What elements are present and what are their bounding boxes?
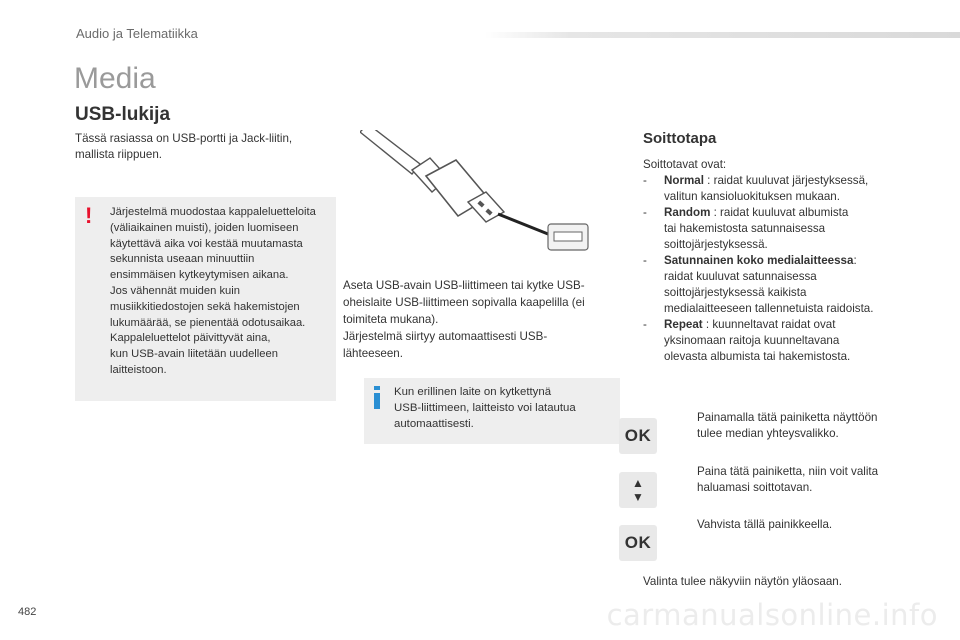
desc-line: Painamalla tätä painiketta näyttöön: [697, 411, 878, 424]
ok-label: OK: [624, 533, 652, 552]
mode-name: Satunnainen koko medialaitteessa: [664, 254, 854, 267]
mode-name: Repeat: [664, 318, 703, 331]
mode-name: Random: [664, 206, 711, 219]
list-dash: -: [643, 254, 647, 267]
list-item: [643, 173, 893, 205]
warning-line: (väliaikainen muisti), joiden luomiseen: [110, 221, 299, 234]
selection-note: Valinta tulee näkyviin näytön yläosaan.: [643, 575, 842, 588]
ok-confirm-button-icon[interactable]: [619, 525, 657, 561]
desc-line: Vahvista tällä painikkeella.: [697, 518, 833, 531]
arrow-down-icon: ▼: [632, 490, 644, 504]
running-header: Audio ja Telematiikka: [76, 26, 198, 41]
connect-instructions: [343, 277, 623, 362]
list-dash: -: [643, 206, 647, 219]
ok-confirm-description: [697, 517, 897, 533]
warning-line: käytettävä aika voi kestää muutamasta: [110, 237, 303, 250]
list-item: [643, 317, 893, 365]
watermark: carmanualsonline.info: [606, 598, 938, 632]
exclamation-icon: !: [85, 203, 93, 228]
list-item: [643, 253, 893, 317]
connect-line: toimiteta mukana).: [343, 313, 439, 326]
section-heading-playmode: Soittotapa: [643, 130, 717, 147]
arrows-button-description: [697, 464, 897, 496]
warning-line: ensimmäisen kytkeytymisen aikana.: [110, 269, 289, 282]
warning-line: sekunnista useaan minuuttiin: [110, 253, 255, 266]
warning-text: [110, 205, 334, 379]
warning-line: laitteistoon.: [110, 363, 167, 376]
connect-line: Järjestelmä siirtyy automaattisesti USB-: [343, 330, 548, 343]
mode-desc: : kuunneltavat raidat ovat: [702, 318, 836, 331]
desc-line: tulee median yhteysvalikko.: [697, 427, 839, 440]
warning-line: musiikkitiedostojen sekä hakemistojen: [110, 300, 300, 313]
warning-line: lukumäärää, se pienentää odotusaikaa.: [110, 316, 306, 329]
connect-line: Aseta USB-avain USB-liittimeen tai kytke USB-: [343, 279, 585, 292]
warning-line: Järjestelmä muodostaa kappaleluetteloita: [110, 206, 316, 218]
warning-line: Kappaleluettelot päivittyvät aina,: [110, 332, 271, 345]
info-line: Kun erillinen laite on kytkettynä: [394, 386, 552, 398]
usb-intro: [75, 131, 335, 163]
usb-intro-line: mallista riippuen.: [75, 148, 162, 161]
mode-desc: soittojärjestyksessä.: [664, 238, 768, 251]
connect-line: lähteeseen.: [343, 347, 403, 360]
up-down-arrows-button-icon[interactable]: [619, 472, 657, 508]
mode-desc: soittojärjestyksessä kaikista: [664, 286, 807, 299]
list-item: [643, 205, 893, 253]
mode-desc: : raidat kuuluvat albumista: [710, 206, 849, 219]
desc-line: haluamasi soittotavan.: [697, 481, 813, 494]
mode-desc: olevasta albumista tai hakemistosta.: [664, 350, 851, 363]
usb-intro-line: Tässä rasiassa on USB-portti ja Jack-liitin,: [75, 132, 293, 145]
mode-desc: : raidat kuuluvat järjestyksessä,: [703, 174, 869, 187]
mode-desc: valitun kansioluokituksen mukaan.: [664, 190, 840, 203]
mode-desc: medialaitteeseen tallennetuista raidoista.: [664, 302, 874, 315]
ok-label: OK: [624, 426, 652, 445]
list-dash: -: [643, 174, 647, 187]
page-title: Media: [74, 62, 156, 95]
info-icon: [374, 386, 380, 409]
usb-plug-illustration: [360, 130, 600, 256]
mode-desc: tai hakemistosta satunnaisessa: [664, 222, 826, 235]
warning-line: kun USB-avain liitetään uudelleen: [110, 348, 278, 361]
ok-button-icon[interactable]: [619, 418, 657, 454]
arrow-up-icon: ▲: [632, 476, 644, 490]
mode-desc: raidat kuuluvat satunnaisessa: [664, 270, 817, 283]
mode-desc: :: [853, 254, 857, 267]
desc-line: Paina tätä painiketta, niin voit valita: [697, 465, 879, 478]
list-dash: -: [643, 318, 647, 331]
warning-box: [75, 197, 336, 401]
info-line: automaattisesti.: [394, 418, 474, 430]
warning-line: Jos vähennät muiden kuin: [110, 284, 240, 297]
playmode-lead: Soittotavat ovat:: [643, 158, 727, 171]
section-heading-usb: USB-lukija: [75, 104, 171, 125]
header-rule: [485, 32, 960, 38]
info-line: USB-liittimeen, laitteisto voi latautua: [394, 402, 576, 414]
ok-button-description: [697, 410, 897, 442]
connect-line: oheislaite USB-liittimeen sopivalla kaapelilla (ei: [343, 296, 585, 309]
info-box: [364, 378, 620, 444]
mode-name: Normal: [664, 174, 704, 187]
page-number: 482: [18, 606, 37, 618]
info-text: [394, 384, 616, 432]
playmode-list: [643, 157, 893, 365]
mode-desc: yksinomaan raitoja kuunneltavana: [664, 334, 840, 347]
